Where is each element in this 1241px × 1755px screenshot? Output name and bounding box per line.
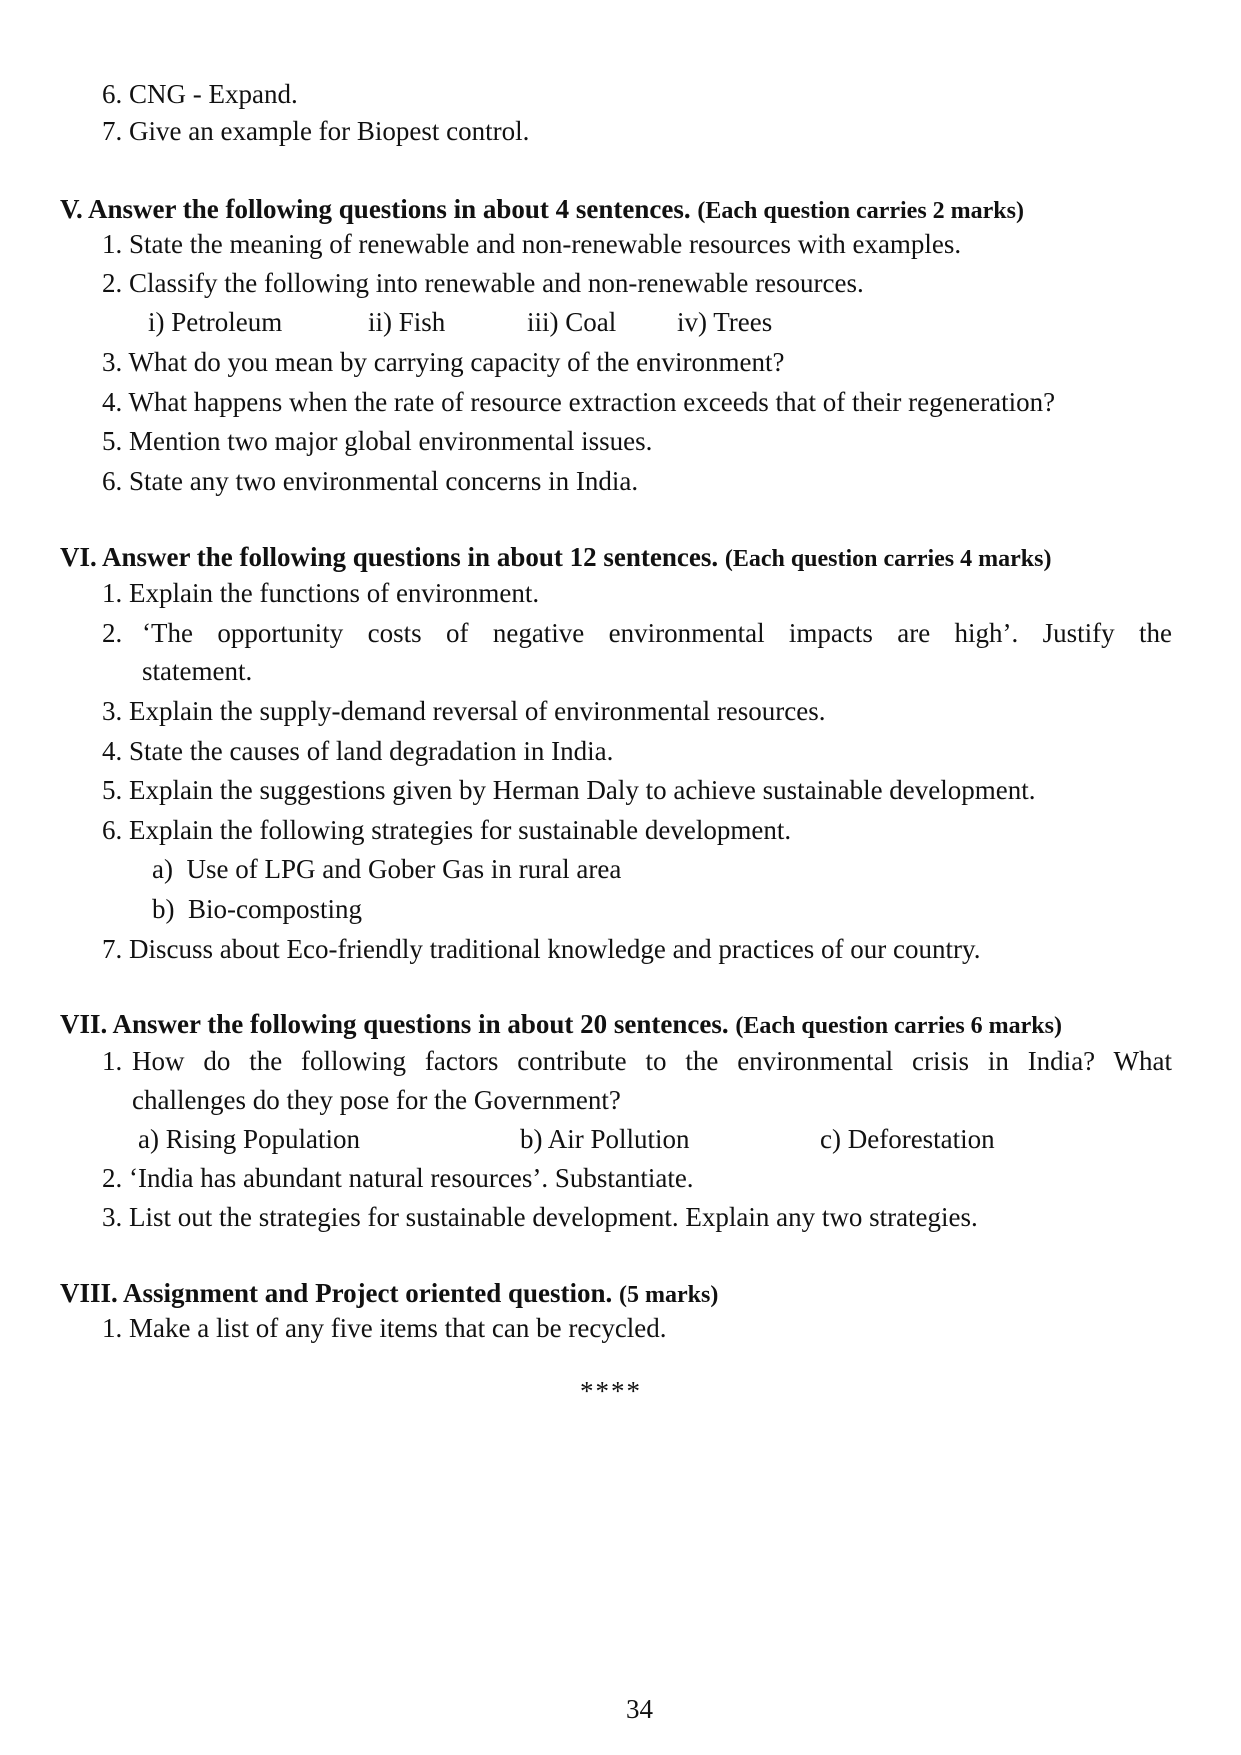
section-viii-heading: VIII. Assignment and Project oriented question. (5 marks) [60,1278,719,1308]
question-item: 3. List out the strategies for sustainable development. Explain any two strategies. [102,1202,978,1232]
question-item: 7. Discuss about Eco-friendly traditional knowledge and practices of our country. [102,934,981,964]
option-item: b) Air Pollution [520,1124,690,1154]
sub-item: a) Use of LPG and Gober Gas in rural area [152,854,622,884]
question-text: ‘The opportunity costs of negative environmental impacts are high’. Justify the [142,618,1172,648]
question-item: 7. Give an example for Biopest control. [102,116,530,146]
question-item: 3. Explain the supply-demand reversal of environmental resources. [102,696,826,726]
marks-note: (Each question carries 2 marks) [697,198,1024,224]
option-item: i) Petroleum [148,307,283,337]
question-item: 5. Mention two major global environmental issues. [102,426,653,456]
section-v-heading: V. Answer the following questions in about 4 sentences. (Each question carries 2 marks) [60,194,1024,224]
question-item: 6. CNG - Expand. [102,79,298,109]
question-item: 4. What happens when the rate of resource extraction exceeds that of their regeneration? [102,387,1056,417]
option-item: iii) Coal [527,307,617,337]
question-item: 3. What do you mean by carrying capacity of the environment? [102,347,785,377]
question-number: 2. [102,618,123,648]
option-item: iv) Trees [677,307,773,337]
question-continuation: statement. [142,656,253,686]
marks-note: (Each question carries 4 marks) [724,546,1052,572]
question-item: 2. ‘India has abundant natural resources’. Substantiate. [102,1163,694,1193]
marks-note: (Each question carries 6 marks) [735,1013,1062,1039]
question-item: 1. State the meaning of renewable and non-renewable resources with examples. [102,229,962,259]
question-item: 5. Explain the suggestions given by Herman Daly to achieve sustainable development. [102,775,1036,805]
question-item: 2. Classify the following into renewable and non-renewable resources. [102,268,864,298]
question-item: 6. State any two environmental concerns in India. [102,466,639,496]
marks-note: (5 marks) [619,1282,719,1308]
question-item: 6. Explain the following strategies for sustainable development. [102,815,792,845]
page-number: 34 [626,1694,653,1724]
question-item: 4. State the causes of land degradation in India. [102,736,614,766]
section-vii-heading: VII. Answer the following questions in about 20 sentences. (Each question carries 6 marks) [60,1009,1062,1039]
section-vi-heading: VI. Answer the following questions in about 12 sentences. (Each question carries 4 marks) [60,542,1052,572]
option-item: a) Rising Population [138,1124,360,1154]
question-item: 1. Make a list of any five items that can be recycled. [102,1313,667,1343]
end-mark: **** [580,1376,642,1406]
option-item: c) Deforestation [820,1124,995,1154]
sub-item: b) Bio-composting [152,894,362,924]
question-item: 1. Explain the functions of environment. [102,578,540,608]
option-item: ii) Fish [368,307,446,337]
question-continuation: challenges do they pose for the Government? [132,1085,621,1115]
question-number: 1. [102,1046,123,1076]
question-text: How do the following factors contribute to the environmental crisis in India? What [132,1046,1172,1076]
